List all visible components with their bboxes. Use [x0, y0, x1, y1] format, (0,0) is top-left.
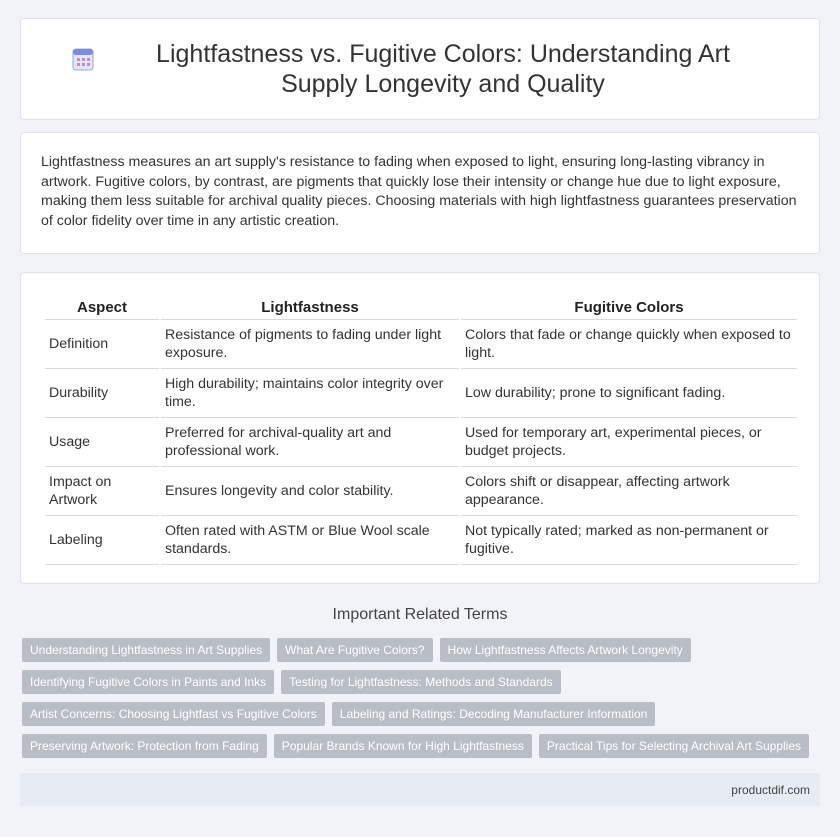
row-fugitive: Not typically rated; marked as non-permanent or fugitive. — [461, 516, 797, 565]
table-row — [45, 418, 797, 467]
related-term-tag[interactable]: Identifying Fugitive Colors in Paints and Inks — [22, 670, 274, 694]
related-term-tag[interactable]: Artist Concerns: Choosing Lightfast vs Fugitive Colors — [22, 702, 325, 726]
row-lightfastness: Resistance of pigments to fading under light exposure. — [161, 320, 459, 369]
title-card — [20, 18, 820, 120]
page-title: Lightfastness vs. Fugitive Colors: Understanding Art Supply Longevity and Quality — [156, 40, 730, 98]
row-aspect: Usage — [45, 418, 159, 467]
table-header-row — [45, 297, 797, 320]
table-row — [45, 320, 797, 369]
row-aspect: Impact on Artwork — [45, 467, 159, 516]
related-term-tag[interactable]: Popular Brands Known for High Lightfastness — [274, 734, 532, 758]
table-row — [45, 369, 797, 418]
row-fugitive: Colors that fade or change quickly when exposed to light. — [461, 320, 797, 369]
comparison-table — [43, 297, 799, 565]
related-term-tag[interactable]: How Lightfastness Affects Artwork Longevity — [440, 638, 691, 662]
related-term-tag[interactable]: What Are Fugitive Colors? — [277, 638, 432, 662]
row-fugitive: Colors shift or disappear, affecting artwork appearance. — [461, 467, 797, 516]
related-terms-heading: Important Related Terms — [332, 606, 508, 623]
footer — [20, 773, 820, 806]
row-aspect: Definition — [45, 320, 159, 369]
row-lightfastness: Often rated with ASTM or Blue Wool scale standards. — [161, 516, 459, 565]
related-term-tag[interactable]: Understanding Lightfastness in Art Supplies — [22, 638, 270, 662]
document-icon — [70, 46, 96, 72]
intro-paragraph: Lightfastness measures an art supply's resistance to fading when exposed to light, ensuring long-lasting vibrancy in artwork. Fugitive colors, by contrast, are pigments that quickly lose their intensity or change hue due to light exposure, making them less suitable for archival quality pieces. Choosing materials with high lightfastness guarantees preservation of color fidelity over time in any artistic creation. — [41, 154, 797, 229]
header-fugitive-colors: Fugitive Colors — [461, 297, 797, 320]
related-terms-row — [22, 702, 822, 726]
row-aspect: Durability — [45, 369, 159, 418]
row-lightfastness: Preferred for archival-quality art and professional work. — [161, 418, 459, 467]
related-terms — [22, 638, 822, 766]
intro-card — [20, 132, 820, 254]
header-lightfastness: Lightfastness — [161, 297, 459, 320]
related-term-tag[interactable]: Testing for Lightfastness: Methods and Standards — [281, 670, 561, 694]
table-row — [45, 467, 797, 516]
row-aspect: Labeling — [45, 516, 159, 565]
header-aspect: Aspect — [45, 297, 159, 320]
row-lightfastness: Ensures longevity and color stability. — [161, 467, 459, 516]
related-terms-row — [22, 734, 822, 758]
related-terms-row — [22, 670, 822, 694]
row-fugitive: Low durability; prone to significant fading. — [461, 369, 797, 418]
row-lightfastness: High durability; maintains color integrity over time. — [161, 369, 459, 418]
comparison-card — [20, 272, 820, 584]
title-block — [70, 39, 770, 99]
related-term-tag[interactable]: Practical Tips for Selecting Archival Art Supplies — [539, 734, 809, 758]
table-row — [45, 516, 797, 565]
related-term-tag[interactable]: Labeling and Ratings: Decoding Manufacturer Information — [332, 702, 656, 726]
footer-site-link[interactable]: productdif.com — [731, 783, 810, 797]
row-fugitive: Used for temporary art, experimental pieces, or budget projects. — [461, 418, 797, 467]
related-term-tag[interactable]: Preserving Artwork: Protection from Fading — [22, 734, 267, 758]
related-terms-row — [22, 638, 822, 662]
